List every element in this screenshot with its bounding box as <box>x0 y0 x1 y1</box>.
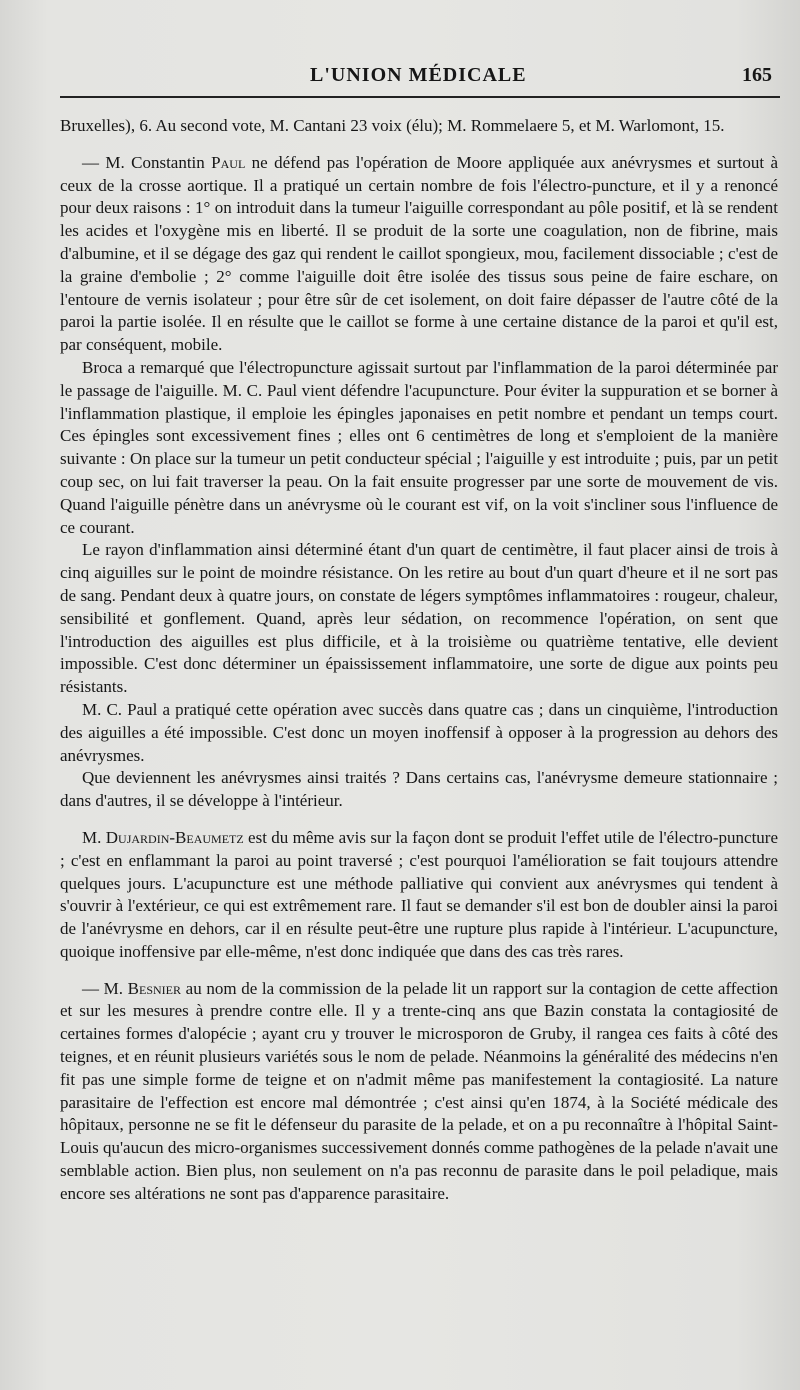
running-title: L'UNION MÉDICALE <box>310 64 527 86</box>
paragraph-outcome-question: Que deviennent les anévrysmes ainsi traités ? Dans certains cas, l'anévrysme demeure stationnaire ; dans d'autres, il se développe à l'intérieur. <box>60 768 778 811</box>
paragraph-paul-intervention: — M. Constantin Paul ne défend pas l'opération de Moore appliquée aux anévrysmes et surtout à ceux de la crosse aortique. Il a pratiqué un certain nombre de fois l'électro-puncture, et il y a renoncé pour deux raisons : 1° on introduit dans la tumeur l'aiguille correspondant au pôle positif, et là se rendent les acides et l'oxygène mis en liberté. Il se produit de la sorte une coagulation, non de fibrine, mais d'albumine, et il se dégage des gaz qui rendent le caillot spongieux, mou, facilement dissociable ; c'est de la graine d'embolie ; 2° comme l'aiguille doit être isolée des tissus sous peine de faire eschare, on l'entoure de vernis isolateur ; pour être sûr de cet isolement, on doit faire dépasser de l'autre côté de la paroi la partie isolée. Il en résulte que le caillot se forme à une certaine distance de la paroi et qu'il est, par conséquent, mobile. <box>60 152 778 355</box>
paragraph-acupuncture-method: Broca a remarqué que l'électropuncture agissait surtout par l'inflammation de la paroi déterminée par le passage de l'aiguille. M. C. Paul vient défendre l'acupuncture. Pour éviter la suppuration et se borner à l'inflammation plastique, il emploie les épingles japonaises en petit nombre et pendant un temps court. Ces épingles sont excessivement fines ; elles ont 6 centimètres de long et s'emploient de la manière suivante : On place sur la tumeur un petit conducteur spécial ; l'aiguille y est introduite ; puis, par un petit coup sec, on lui fait traverser la peau. On la fait ensuite progresser par une sorte de mouvement de vis. Quand l'aiguille pénètre dans un anévrysme où le courant est vif, on la voit s'incliner sous l'influence de ce courant. <box>60 357 778 537</box>
header-rule <box>60 96 780 98</box>
speaker-name: Besnier <box>127 978 182 998</box>
page-number: 165 <box>742 64 772 86</box>
paragraph-inflammation-radius: Le rayon d'inflammation ainsi déterminé étant d'un quart de centimètre, il faut placer ainsi de trois à cinq aiguilles sur le point de moindre résistance. On les retire au bout d'un quart d'heure et il ne sort pas de sang. Pendant deux à quatre jours, on constate de légers symptômes inflammatoires : rougeur, chaleur, sensibilité et gonflement. Quand, après leur sédation, on recommence l'opération, on sent que l'introduction des aiguilles est plus difficile, et à la troisième ou quatrième tentative, elle devient impossible. C'est donc déterminer un épaississement inflammatoire, une sorte de digue aux points peu résistants. <box>60 540 778 697</box>
paragraph-vote-results: Bruxelles), 6. Au second vote, M. Cantani 23 voix (élu); M. Rommelaere 5, et M. Warlomont, 15. <box>60 116 725 135</box>
article-body <box>60 115 778 1206</box>
speaker-name: Dujardin-Beaumetz <box>105 827 244 847</box>
speaker-name: Paul <box>211 152 246 172</box>
paragraph-besnier-report: — M. Besnier au nom de la commission de la pelade lit un rapport sur la contagion de cette affection et sur les mesures à prendre contre elle. Il y a trente-cinq ans que Bazin constata la contagiosité de certaines formes d'alopécie ; ayant cru y trouver le microsporon de Gruby, il rangea ces faits à côté des teignes, et en réunit plusieurs variétés sous le nom de pelade. Néanmoins la généralité des médecins n'en fit pas une simple forme de teigne et on n'admit même pas manifestement la contagiosité. La nature parasitaire de l'effection est encore mal démontrée ; c'est ainsi qu'en 1874, à la Société médicale des hôpitaux, personne ne se fit le défenseur du parasite de la pelade, et on a pu reconnaître à l'hôpital Saint-Louis qu'aucun des micro-organismes successivement donnés comme pathogènes de la pelade n'avait une semblable action. Bien plus, non seulement on n'a pas reconnu de parasite dans le poil peladique, mais encore ses altérations ne sont pas d'apparence parasitaire. <box>60 978 778 1203</box>
page-header <box>60 58 780 102</box>
paragraph-paul-cases: M. C. Paul a pratiqué cette opération avec succès dans quatre cas ; dans un cinquième, l'introduction des aiguilles a été impossible. C'est donc un moyen inoffensif à opposer à la progression au dehors des anévrysmes. <box>60 699 778 765</box>
paragraph-dujardin-beaumetz: M. Dujardin-Beaumetz est du même avis sur la façon dont se produit l'effet utile de l'électro-puncture ; c'est en enflammant la paroi au point traversé ; c'est pourquoi l'amélioration se fait toujours attendre quelques jours. L'acupuncture est une méthode palliative qui convient aux anévrysmes qui tendent à s'ouvrir à l'extérieur, ce qui est extrêmement rare. Il faut se demander s'il est bon de doubler ainsi la paroi de l'anévrysme en dehors, car il en résulte peut-être une rupture plus rapide à l'intérieur. L'acupuncture, quoique inoffensive par elle-même, n'est donc indiquée que dans des cas très rares. <box>60 827 779 961</box>
